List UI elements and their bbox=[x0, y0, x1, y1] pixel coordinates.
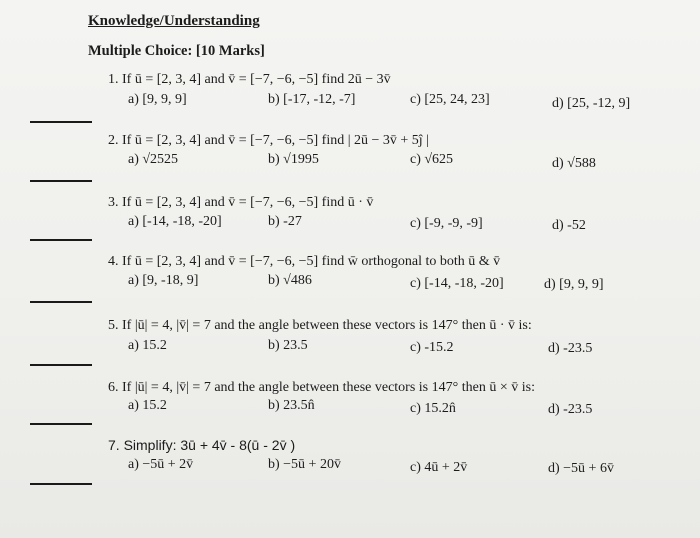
question-4-text: 4. If ū = [2, 3, 4] and v̄ = [−7, −6, −5] find w̄ orthogonal to both ū & v̄ bbox=[108, 254, 501, 269]
question-6-option-b: b) 23.5n̂ bbox=[268, 398, 315, 413]
question-3-option-d: d) -52 bbox=[552, 218, 586, 233]
question-5-option-a: a) 15.2 bbox=[128, 338, 167, 353]
question-3-option-c: c) [-9, -9, -9] bbox=[410, 216, 483, 231]
question-3-option-b: b) -27 bbox=[268, 214, 302, 229]
question-6-option-c: c) 15.2n̂ bbox=[410, 401, 456, 416]
question-1-option-d: d) [25, -12, 9] bbox=[552, 96, 631, 111]
answer-blank-5 bbox=[30, 364, 92, 366]
answer-blank-3 bbox=[30, 239, 92, 241]
question-5-option-d: d) -23.5 bbox=[548, 341, 593, 356]
question-5-option-b: b) 23.5 bbox=[268, 338, 308, 353]
question-1-option-b: b) [-17, -12, -7] bbox=[268, 92, 356, 107]
question-7-option-b: b) −5ū + 20v̄ bbox=[268, 457, 341, 472]
question-4-option-a: a) [9, -18, 9] bbox=[128, 273, 199, 288]
question-6-option-d: d) -23.5 bbox=[548, 402, 593, 417]
question-7-text: 7. Simplify: 3ū + 4v̄ - 8(ū - 2v̄ ) bbox=[108, 437, 296, 453]
question-4-option-c: c) [-14, -18, -20] bbox=[410, 276, 504, 291]
answer-blank-2 bbox=[30, 180, 92, 182]
question-6-text: 6. If |ū| = 4, |v̄| = 7 and the angle between these vectors is 147° then ū × v̄ is: bbox=[108, 380, 535, 395]
question-2-option-c: c) √625 bbox=[410, 152, 454, 167]
question-5-option-c: c) -15.2 bbox=[410, 340, 454, 355]
question-1-option-a: a) [9, 9, 9] bbox=[128, 92, 187, 107]
question-1-text: 1. If ū = [2, 3, 4] and v̄ = [−7, −6, −5] find 2ū − 3v̄ bbox=[108, 72, 391, 87]
question-1-option-c: c) [25, 24, 23] bbox=[410, 92, 490, 107]
question-2-option-a: a) √2525 bbox=[128, 152, 179, 167]
question-2-text: 2. If ū = [2, 3, 4] and v̄ = [−7, −6, −5] find | 2ū − 3v̄ + 5ĵ | bbox=[108, 133, 430, 148]
question-7-option-a: a) −5ū + 2v̄ bbox=[128, 457, 194, 472]
question-4-option-b: b) √486 bbox=[268, 273, 312, 288]
question-2-option-b: b) √1995 bbox=[268, 152, 319, 167]
answer-blank-1 bbox=[30, 121, 92, 123]
question-7-option-d: d) −5ū + 6v̄ bbox=[548, 461, 614, 476]
section-subheading: Multiple Choice: [10 Marks] bbox=[88, 43, 265, 59]
question-3-text: 3. If ū = [2, 3, 4] and v̄ = [−7, −6, −5] find ū · v̄ bbox=[108, 195, 374, 210]
question-2-option-d: d) √588 bbox=[552, 156, 596, 171]
question-5-text: 5. If |ū| = 4, |v̄| = 7 and the angle between these vectors is 147° then ū · v̄ is: bbox=[108, 318, 532, 333]
question-6-option-a: a) 15.2 bbox=[128, 398, 167, 413]
answer-blank-7 bbox=[30, 483, 92, 485]
answer-blank-6 bbox=[30, 423, 92, 425]
answer-blank-4 bbox=[30, 301, 92, 303]
question-3-option-a: a) [-14, -18, -20] bbox=[128, 214, 222, 229]
question-4-option-d: d) [9, 9, 9] bbox=[544, 277, 604, 292]
question-7-option-c: c) 4ū + 2v̄ bbox=[410, 460, 468, 475]
section-heading: Knowledge/Understanding bbox=[88, 13, 260, 29]
